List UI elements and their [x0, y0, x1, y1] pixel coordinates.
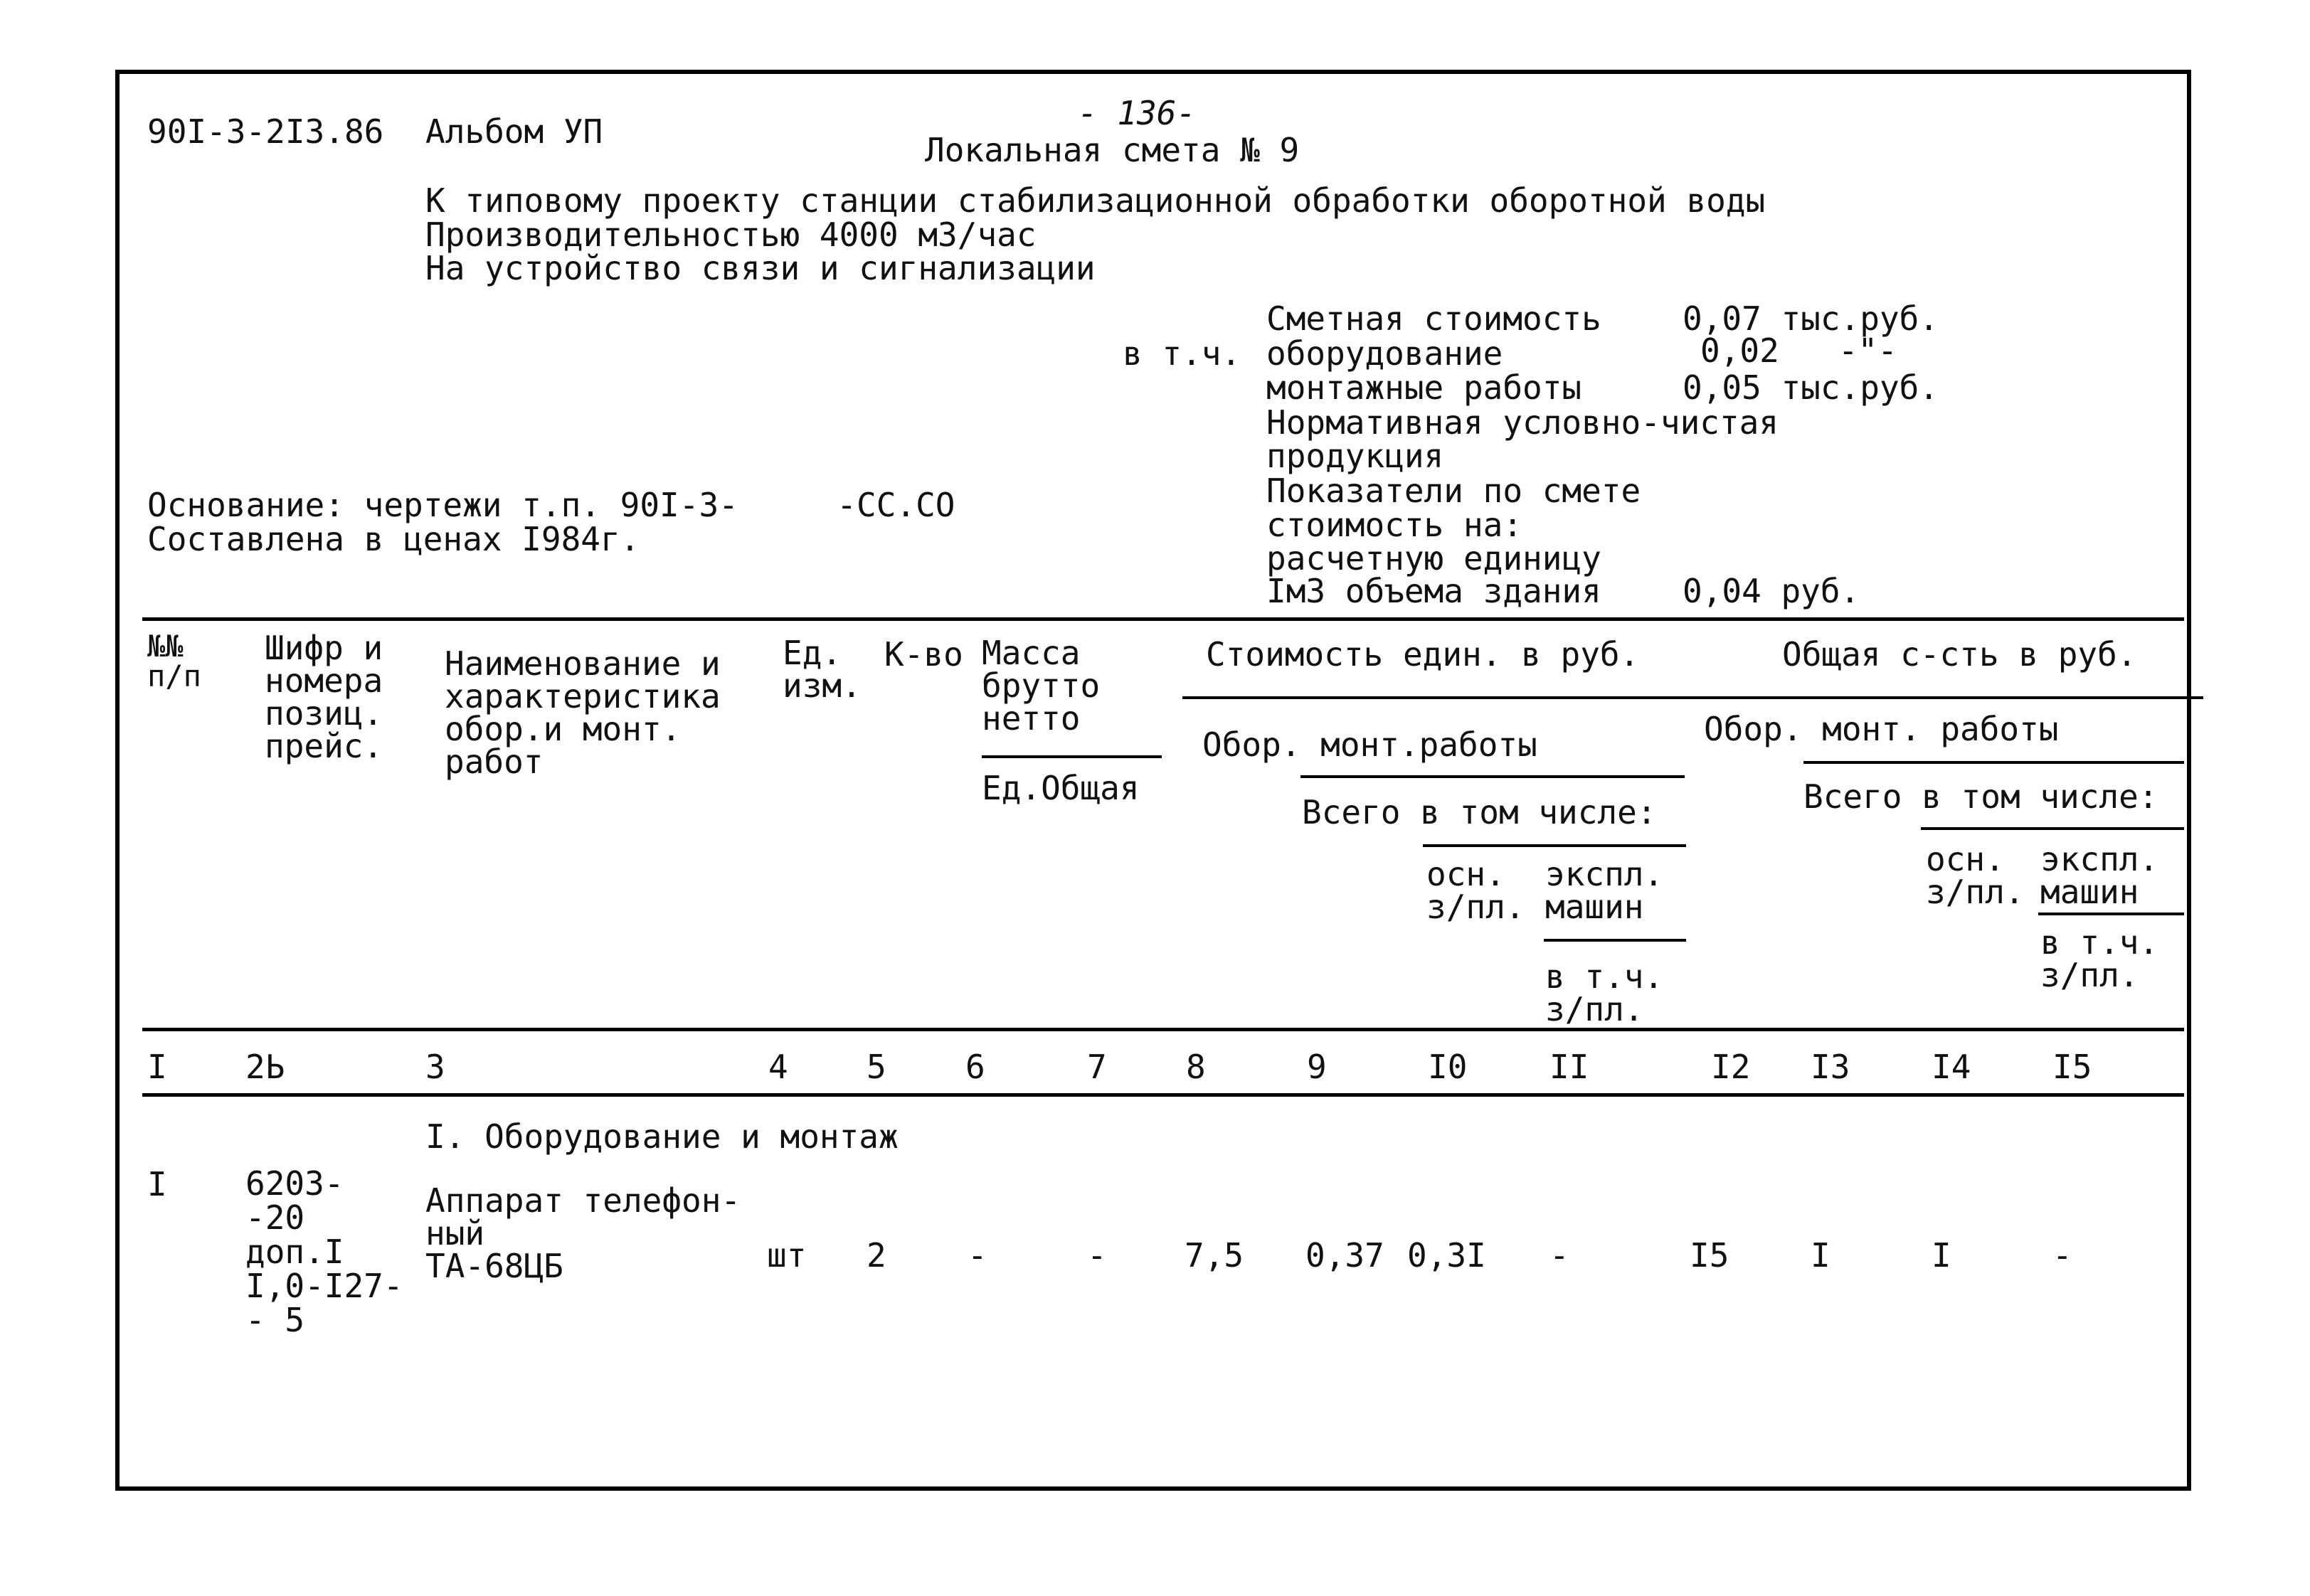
- mass-sub-rule: [982, 755, 1162, 758]
- column-number: 9: [1307, 1048, 1327, 1086]
- column-number: 7: [1087, 1048, 1107, 1086]
- row-cell-11: -: [1549, 1236, 1569, 1275]
- total-equip-header: Обор. монт. работы: [1704, 710, 2059, 748]
- column-number: I2: [1711, 1048, 1751, 1086]
- cost-group-rule: [1182, 696, 2203, 699]
- column-number: I0: [1428, 1048, 1468, 1086]
- row-number: I: [147, 1165, 167, 1203]
- total-osn-header: осн. з/пл.: [1926, 840, 2025, 911]
- basis-line-1: Основание: чертежи т.п. 90I-3- -СС.СО: [147, 486, 955, 524]
- description-line-1: К типовому проекту станции стабилизационной обработки оборотной воды: [425, 181, 1766, 220]
- description-line-2: Производительностью 4000 м3/час: [425, 216, 1037, 254]
- row-cell-12: I5: [1690, 1236, 1729, 1275]
- col-number-header: №№ п/п: [147, 629, 201, 693]
- volume-label: Iм3 объема здания: [1266, 572, 1601, 610]
- indicators-line-1: Показатели по смете: [1266, 472, 1641, 510]
- row-cell-13: I: [1811, 1236, 1830, 1275]
- col-unit-header: Ед. изм.: [783, 634, 862, 705]
- table-top-rule: [142, 617, 2184, 621]
- column-number: 3: [425, 1048, 445, 1086]
- project-code: 90I-3-2I3.86: [147, 112, 384, 151]
- basis-line-2: Составлена в ценах I984г.: [147, 520, 640, 558]
- document-title: Локальная смета № 9: [925, 131, 1300, 169]
- incl-label: в т.ч.: [1123, 334, 1241, 373]
- column-number: 2Ь: [245, 1048, 285, 1086]
- total-incl-header: в т.ч. з/пл.: [2040, 923, 2159, 994]
- column-number: I3: [1811, 1048, 1850, 1086]
- row-cell-14: I: [1932, 1236, 1951, 1275]
- unit-mach-header: экспл. машин: [1545, 855, 1664, 926]
- column-number: 8: [1186, 1048, 1206, 1086]
- volume-value: 0,04 руб.: [1683, 572, 1860, 610]
- estimate-label: Сметная стоимость: [1266, 299, 1601, 338]
- album-label: Альбом УП: [425, 112, 603, 151]
- col-mass-header: Масса брутто нетто: [982, 634, 1101, 738]
- indicators-line-2: стоимость на:: [1266, 506, 1523, 544]
- unit-incl-header: в т.ч. з/пл.: [1545, 957, 1664, 1028]
- col-qty-header: К-во: [884, 635, 963, 674]
- row-cell-10: 0,3I: [1407, 1236, 1486, 1275]
- column-number: II: [1549, 1048, 1589, 1086]
- equipment-label: оборудование: [1266, 334, 1503, 373]
- row-cell-15: -: [2052, 1236, 2072, 1275]
- row-qty: 2: [867, 1236, 886, 1275]
- normative-line-2: продукция: [1266, 437, 1444, 475]
- column-number: I: [147, 1048, 167, 1086]
- column-number: 4: [768, 1048, 788, 1086]
- total-total-header: Всего в том числе:: [1803, 777, 2158, 816]
- row-unit: шт: [767, 1236, 807, 1275]
- col-code-header: Шифр и номера позиц. прейс.: [265, 629, 383, 765]
- column-number: 6: [965, 1048, 985, 1086]
- column-number: 5: [867, 1048, 886, 1086]
- unit-total-rule: [1300, 775, 1685, 778]
- description-line-3: На устройство связи и сигнализации: [425, 249, 1096, 287]
- header-bottom-rule: [142, 1028, 2184, 1031]
- section-title: I. Оборудование и монтаж: [425, 1117, 899, 1156]
- row-mass-total: -: [1087, 1236, 1107, 1275]
- unit-cost-header: Стоимость един. в руб.: [1206, 635, 1640, 674]
- mounting-label: монтажные работы: [1266, 368, 1582, 407]
- column-number: I5: [2052, 1048, 2092, 1086]
- page-number: - 136-: [1078, 94, 1197, 132]
- column-number: I4: [1932, 1048, 1971, 1086]
- total-mach-rule: [2038, 913, 2184, 915]
- unit-osn-header: осн. з/пл.: [1426, 855, 1525, 926]
- total-incl-rule: [1921, 827, 2184, 830]
- estimate-value: 0,07 тыс.руб.: [1683, 299, 1939, 338]
- total-total-rule: [1803, 761, 2184, 764]
- equipment-value: 0,02 -"-: [1700, 331, 1897, 370]
- unit-mach-rule: [1544, 939, 1686, 942]
- normative-line-1: Нормативная условно-чистая: [1266, 403, 1779, 442]
- unit-incl-rule: [1423, 844, 1686, 847]
- row-code: 6203- -20 доп.I I,0-I27- - 5: [245, 1164, 403, 1339]
- row-name: Аппарат телефон- ный ТА-68ЦБ: [425, 1181, 741, 1285]
- column-number-rule: [142, 1093, 2184, 1097]
- mounting-value: 0,05 тыс.руб.: [1683, 368, 1939, 407]
- row-mass-unit: -: [968, 1236, 987, 1275]
- unit-equip-header: Обор. монт.работы: [1202, 725, 1537, 764]
- unit-total-header: Всего в том числе:: [1302, 793, 1657, 831]
- col-name-header: Наименование и характеристика обор.и монт. работ: [445, 644, 721, 781]
- total-cost-header: Общая с-сть в руб.: [1782, 635, 2137, 674]
- total-mach-header: экспл. машин: [2040, 840, 2159, 911]
- indicators-line-3: расчетную единицу: [1266, 539, 1601, 578]
- col-mass-subheader: Ед.Общая: [982, 769, 1140, 807]
- row-cell-9: 0,37: [1305, 1236, 1384, 1275]
- row-cell-8: 7,5: [1185, 1236, 1244, 1275]
